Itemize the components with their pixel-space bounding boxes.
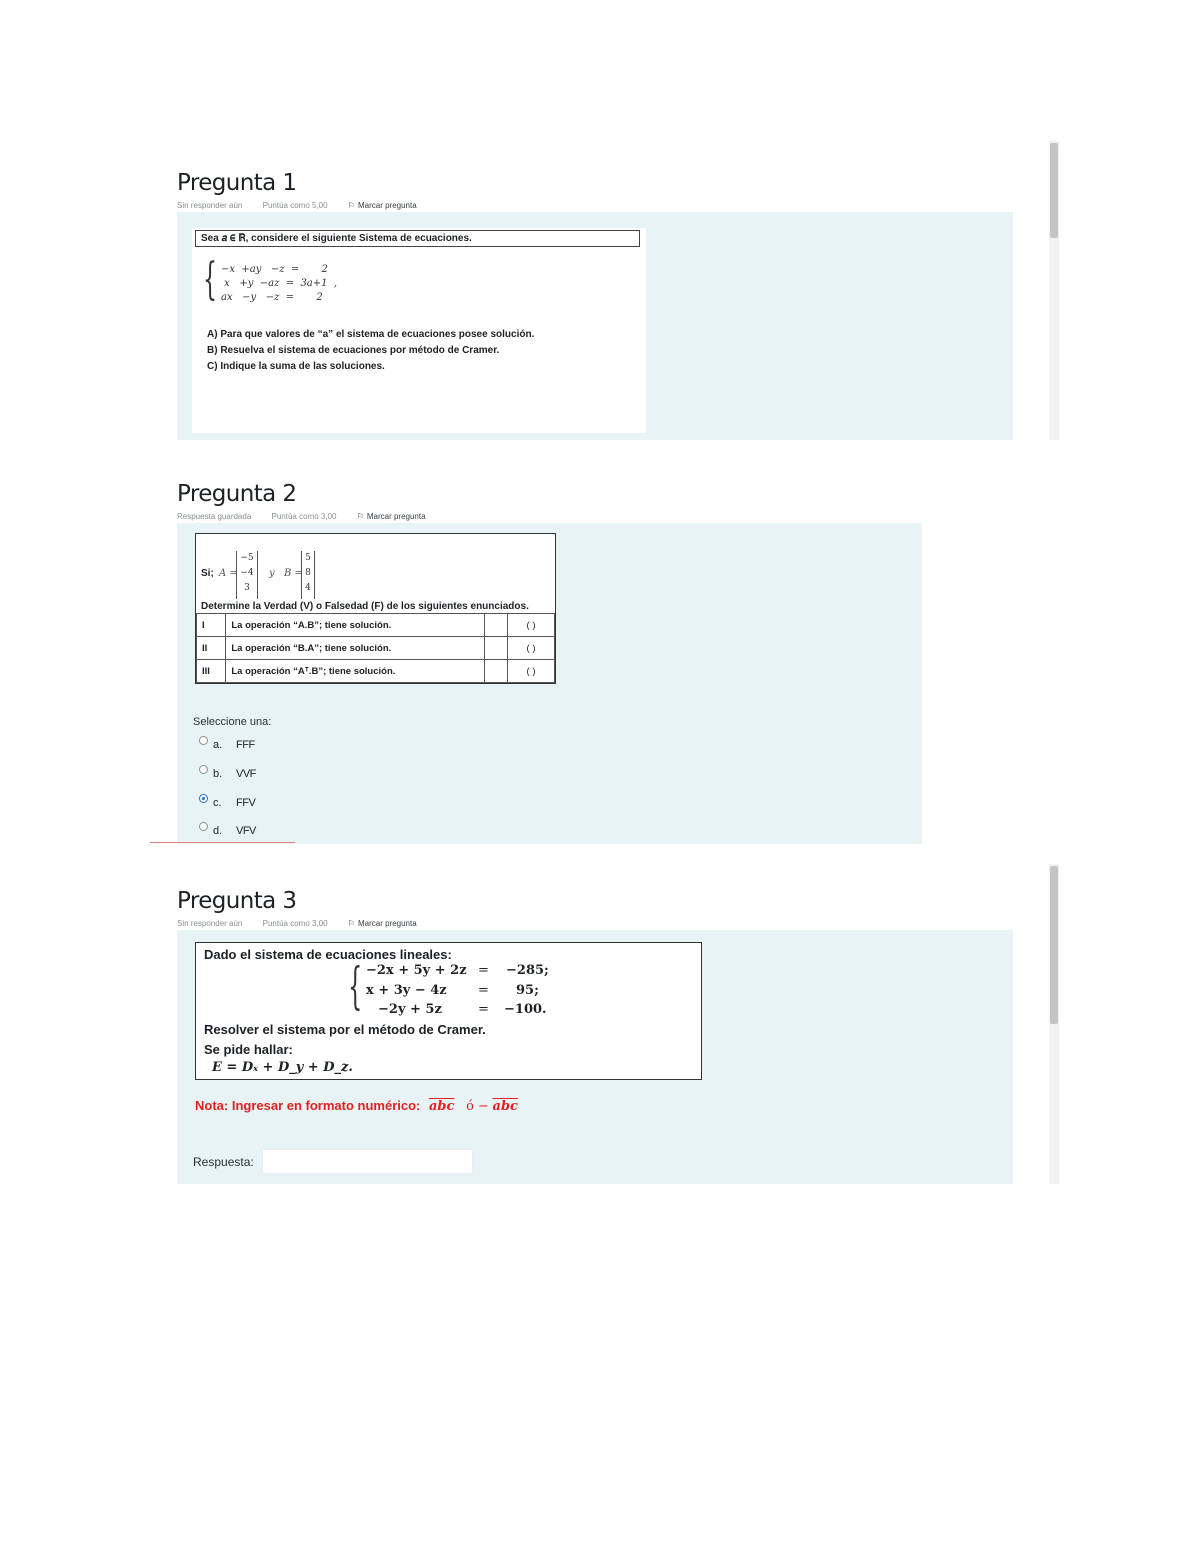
matrix-b-cell: 4 — [305, 583, 311, 593]
matrix-b-cell: 5 — [305, 553, 311, 563]
statements-table — [196, 613, 555, 683]
flag-icon: ⚐ — [356, 512, 364, 521]
table-row — [197, 637, 555, 660]
option-letter: c. — [213, 797, 222, 809]
question-3-meta — [177, 919, 435, 928]
task-b: B) Resuelva el sistema de ecuaciones por método de Cramer. — [207, 345, 500, 356]
determine-instruction: Determine la Verdad (V) o Falsedad (F) de los siguientes enunciados. — [201, 601, 529, 612]
task-a: A) Para que valores de “a” el sistema de ecuaciones posee solución. — [207, 329, 535, 340]
question-score: Puntúa como 3,00 — [271, 512, 337, 521]
matrix-b-cell: 8 — [305, 568, 311, 578]
answer-label: Respuesta: — [193, 1155, 254, 1169]
note-abc-negative: $\overline{abc}$ — [492, 1099, 518, 1114]
option-letter: a. — [213, 739, 223, 751]
row-spacer — [484, 660, 507, 683]
equation-row: −x +ay −z = 2 — [221, 264, 328, 275]
system-intro: Dado el sistema de ecuaciones lineales: — [204, 947, 452, 962]
question-1-title: Pregunta 1 — [177, 170, 297, 196]
question-1-meta — [177, 201, 435, 210]
row-mark: ( ) — [508, 614, 555, 637]
option-value[interactable]: FFV — [236, 797, 256, 809]
row-number: I — [197, 614, 226, 637]
option-value[interactable]: FFF — [236, 739, 255, 751]
equation-eq: = — [478, 1002, 489, 1017]
row-spacer — [484, 637, 507, 660]
note-or: ó − — [466, 1099, 489, 1114]
resolve-instruction: Resolver el sistema por el método de Cramer. — [204, 1022, 486, 1037]
matrix-a-cell: −5 — [240, 553, 254, 563]
note-prefix: Nota: Ingresar en formato numérico: — [195, 1098, 421, 1113]
row-number: II — [197, 637, 226, 660]
si-label: Si; — [201, 568, 214, 579]
equation-system — [203, 254, 393, 306]
equation-row: ax −y −z = 2 — [221, 292, 323, 303]
equation-lhs: −2y + 5z — [378, 1002, 442, 1017]
question-status: Sin responder aún — [177, 919, 243, 928]
select-one-label: Seleccione una: — [193, 716, 272, 728]
target-formula: E = Dₓ + D_y + D_z. — [212, 1060, 353, 1075]
format-note — [195, 1098, 518, 1114]
equation-lhs: x + 3y − 4z — [366, 983, 447, 998]
row-statement: La operación “Aᵀ.B”; tiene solución. — [226, 660, 484, 683]
question-score: Puntúa como 5,00 — [262, 201, 328, 210]
scrollbar-thumb[interactable] — [1050, 866, 1058, 1024]
flag-question-link[interactable] — [357, 512, 426, 521]
equation-eq: = — [478, 983, 489, 998]
row-statement: La operación “B.A”; tiene solución. — [226, 637, 484, 660]
matrix-a — [236, 551, 258, 599]
radio-button[interactable] — [199, 822, 208, 831]
equation-lhs: −2x + 5y + 2z — [366, 963, 467, 978]
question-2-meta — [177, 512, 444, 521]
equation-rhs: 95; — [516, 983, 539, 998]
equation-eq: = — [478, 963, 489, 978]
task-c: C) Indique la suma de las soluciones. — [207, 361, 385, 372]
row-spacer — [484, 614, 507, 637]
equation-rhs: −285; — [506, 963, 549, 978]
radio-button-selected[interactable] — [199, 794, 208, 803]
matrix-b — [301, 551, 315, 599]
y-label: y — [269, 568, 275, 579]
red-underline-mark — [150, 842, 295, 843]
question-2-image — [195, 533, 556, 684]
question-3-title: Pregunta 3 — [177, 888, 297, 914]
left-brace: { — [348, 957, 363, 1015]
table-row — [197, 660, 555, 683]
radio-button[interactable] — [199, 736, 208, 745]
row-mark: ( ) — [508, 660, 555, 683]
matrix-a-cell: 3 — [244, 583, 250, 593]
equation-rhs: −100. — [504, 1002, 547, 1017]
ask-instruction: Se pide hallar: — [204, 1042, 293, 1057]
scrollbar-q1[interactable] — [1049, 141, 1059, 440]
row-statement: La operación “A.B”; tiene solución. — [226, 614, 484, 637]
question-2-title: Pregunta 2 — [177, 481, 297, 507]
radio-button[interactable] — [199, 765, 208, 774]
table-row — [197, 614, 555, 637]
matrix-a-label: A = — [219, 568, 238, 579]
row-mark: ( ) — [508, 637, 555, 660]
equation-row: x +y −az = 3a+1 , — [221, 278, 338, 289]
scrollbar-q3[interactable] — [1049, 864, 1059, 1184]
matrix-a-cell: −4 — [240, 568, 254, 578]
left-brace: { — [203, 254, 217, 305]
question-1-header: Sea 𝑎 ∈ ℝ, considere el siguiente Sistema de ecuaciones. — [195, 230, 640, 247]
row-number: III — [197, 660, 226, 683]
question-status: Respuesta guardada — [177, 512, 252, 521]
note-abc: $\overline{abc}$ — [429, 1099, 455, 1114]
flag-icon: ⚐ — [347, 919, 355, 928]
flag-question-link[interactable] — [348, 201, 417, 210]
flag-label: Marcar pregunta — [357, 201, 417, 210]
matrix-b-label: B = — [284, 568, 303, 579]
option-value[interactable]: VFV — [236, 825, 256, 837]
flag-icon: ⚐ — [347, 201, 355, 210]
question-score: Puntúa como 3,00 — [262, 919, 328, 928]
answer-input[interactable] — [262, 1149, 473, 1174]
flag-label: Marcar pregunta — [366, 512, 426, 521]
question-3-image — [195, 942, 702, 1080]
option-letter: d. — [213, 825, 223, 837]
scrollbar-thumb[interactable] — [1050, 143, 1058, 238]
flag-label: Marcar pregunta — [357, 919, 417, 928]
option-value[interactable]: VVF — [236, 768, 256, 780]
option-letter: b. — [213, 768, 223, 780]
question-status: Sin responder aún — [177, 201, 243, 210]
flag-question-link[interactable] — [348, 919, 417, 928]
